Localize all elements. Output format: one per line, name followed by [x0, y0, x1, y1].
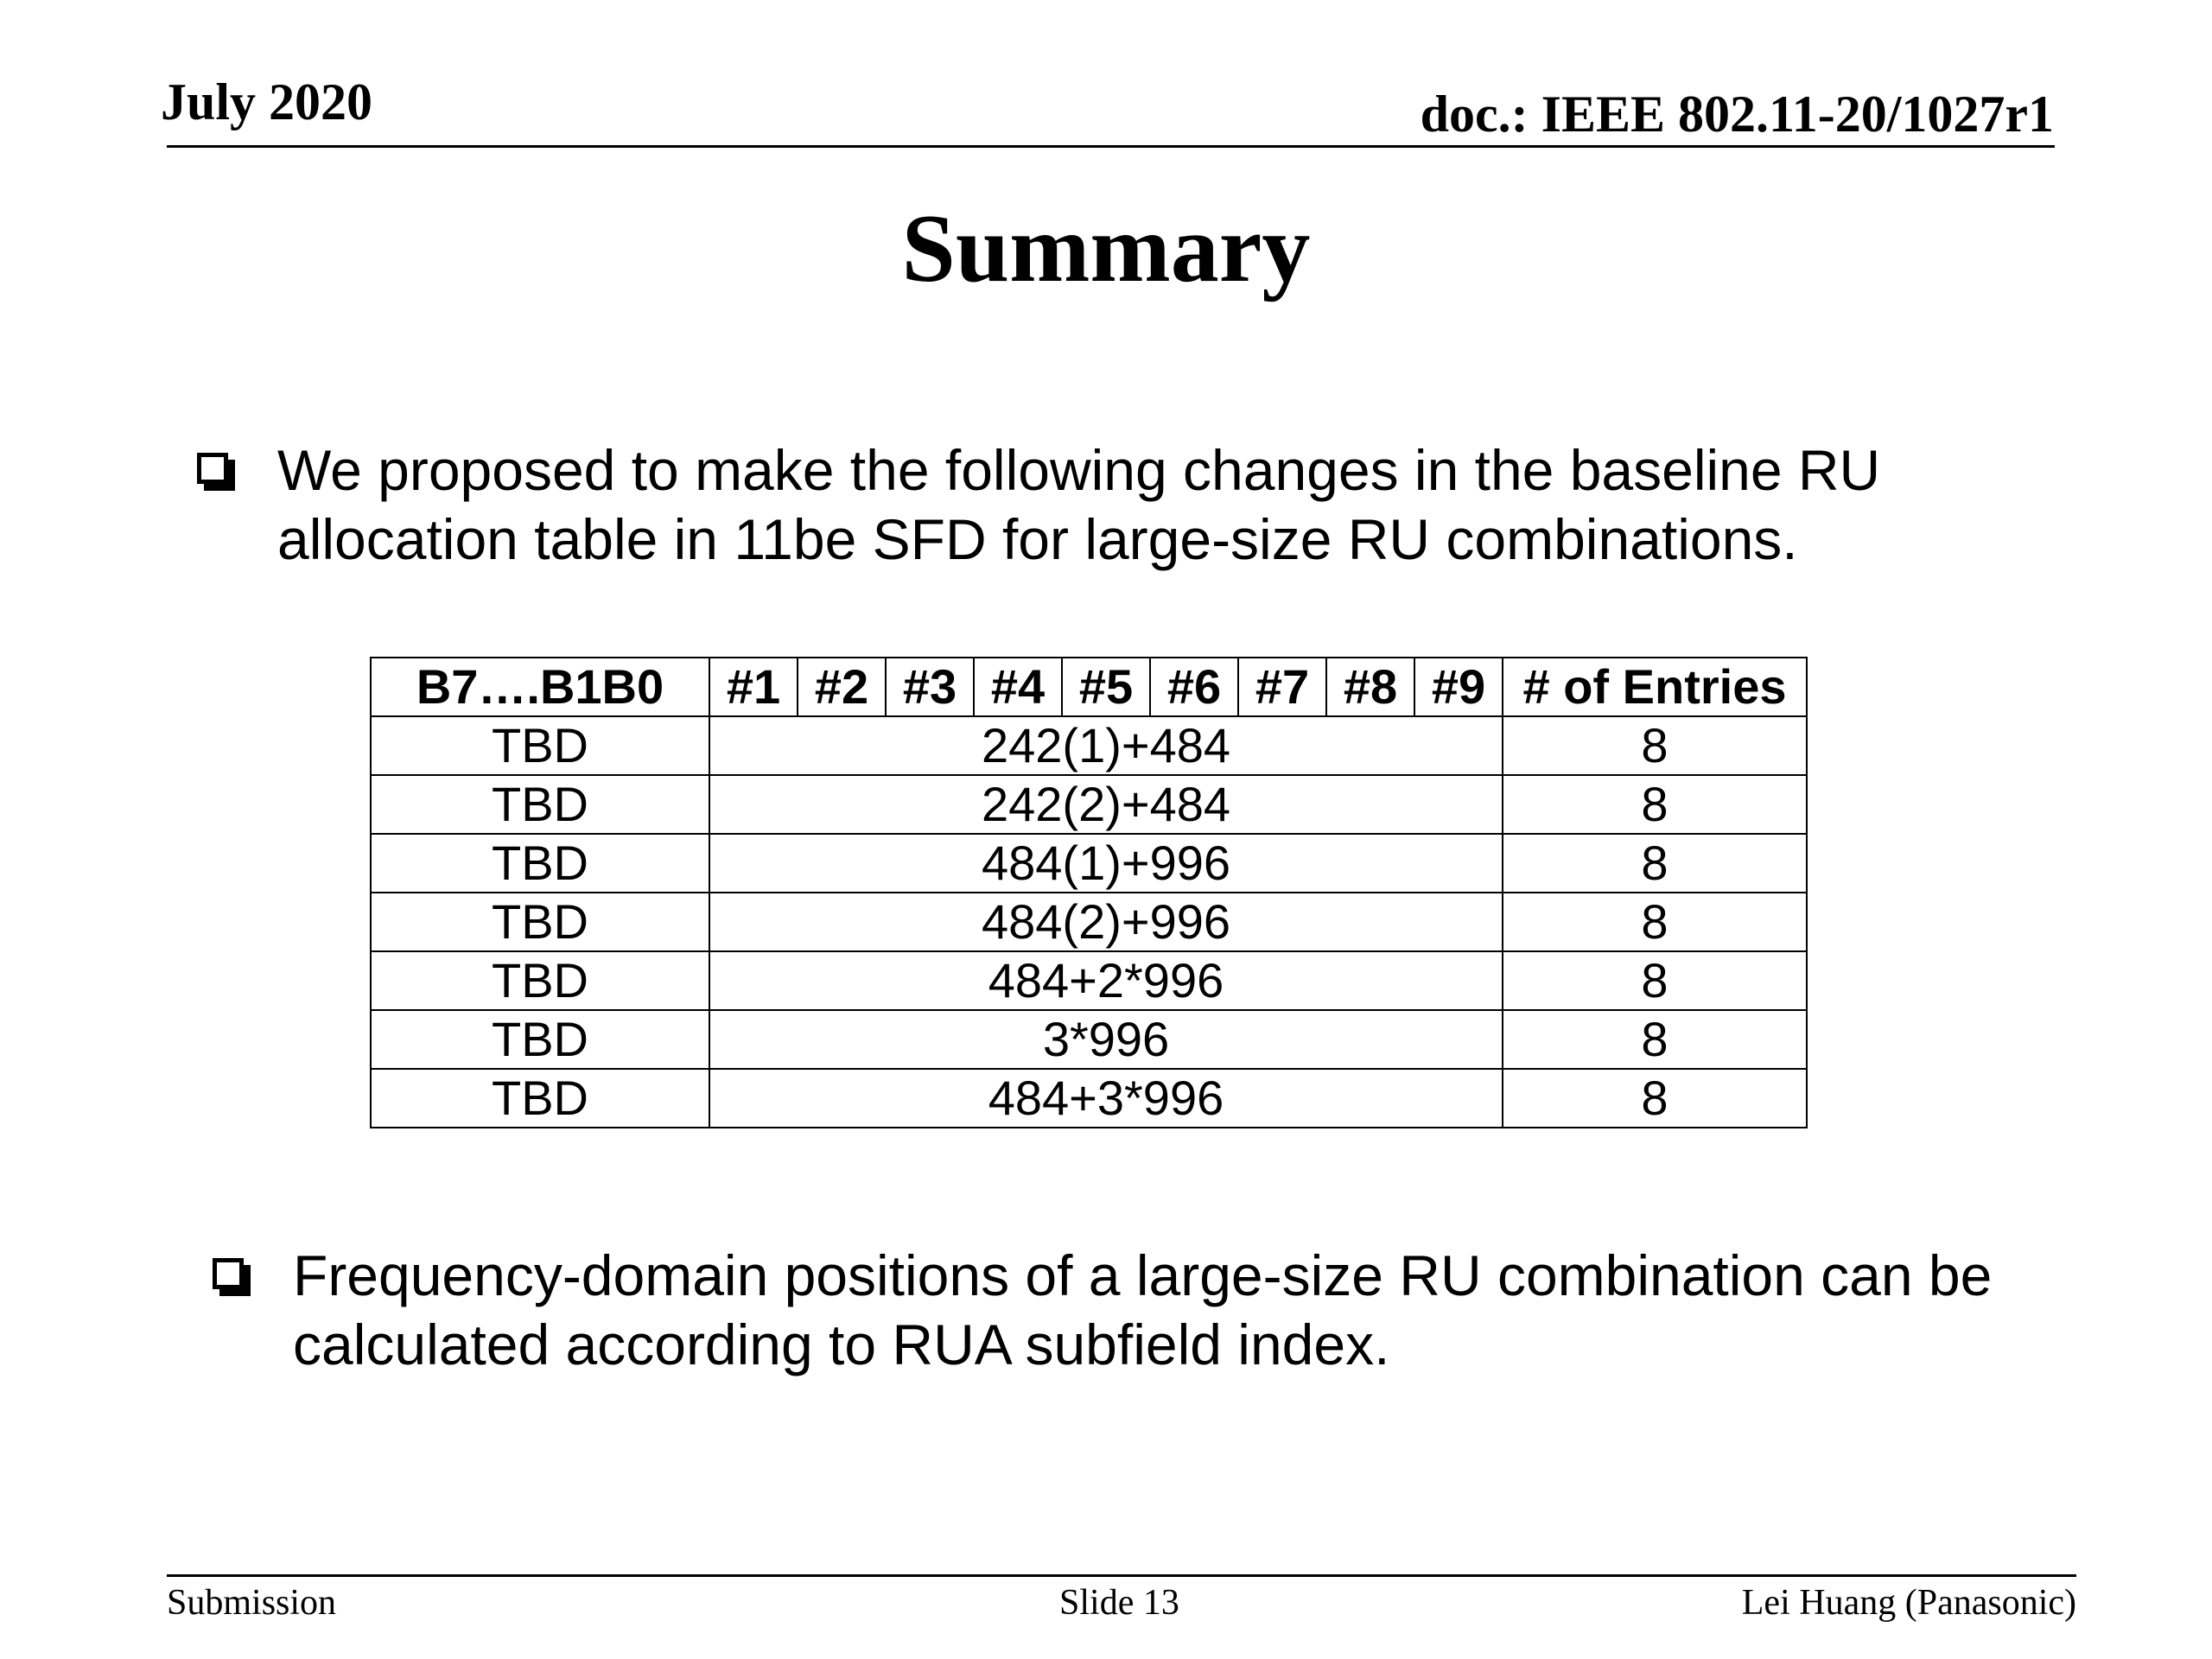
header-divider [167, 145, 2055, 148]
bullet-item [213, 1241, 2070, 1379]
table-row [371, 893, 1807, 951]
table-cell-entries: 8 [1503, 775, 1807, 834]
bullet-text: We proposed to make the following changes in the baseline RU allocation table in 11be SFD for large-size RU combinations. [277, 438, 1881, 571]
table-cell-bits: TBD [371, 1069, 709, 1128]
table-cell-bits: TBD [371, 834, 709, 893]
checkbox-bullet-icon [197, 453, 228, 484]
slide-title: Summary [901, 195, 1311, 302]
table-cell-ru: 484(2)+996 [709, 893, 1503, 951]
table-cell-bits: TBD [371, 1010, 709, 1069]
table-header-cell: #4 [974, 658, 1062, 716]
table-cell-entries: 8 [1503, 951, 1807, 1010]
bullet-text: Frequency-domain positions of a large-size RU combination can be calculated according to RUA subfield index. [293, 1243, 1993, 1376]
checkbox-bullet-icon [213, 1258, 244, 1289]
table-row [371, 1010, 1807, 1069]
footer-author: Lei Huang (Panasonic) [1741, 1583, 2076, 1623]
table-header-cell: #9 [1414, 658, 1503, 716]
table-cell-entries: 8 [1503, 893, 1807, 951]
table-header-cell: #1 [709, 658, 798, 716]
table-row [371, 834, 1807, 893]
table-cell-ru: 484+2*996 [709, 951, 1503, 1010]
table-header-row [371, 658, 1807, 716]
table-cell-bits: TBD [371, 951, 709, 1010]
footer-divider [167, 1574, 2076, 1577]
table-cell-bits: TBD [371, 775, 709, 834]
table-header-cell: #6 [1150, 658, 1238, 716]
table-cell-bits: TBD [371, 716, 709, 775]
table-cell-entries: 8 [1503, 1010, 1807, 1069]
footer-submission: Submission [167, 1583, 337, 1623]
table-header-cell: #5 [1062, 658, 1150, 716]
table-cell-bits: TBD [371, 893, 709, 951]
table-cell-ru: 3*996 [709, 1010, 1503, 1069]
table-header-cell: B7….B1B0 [371, 658, 709, 716]
table-header-cell: #8 [1326, 658, 1414, 716]
table-header-cell: #3 [886, 658, 974, 716]
table-cell-entries: 8 [1503, 834, 1807, 893]
table-header-cell: # of Entries [1503, 658, 1807, 716]
bullet-item [197, 435, 2063, 574]
header-date: July 2020 [161, 73, 373, 130]
table-cell-ru: 484(1)+996 [709, 834, 1503, 893]
table-header-cell: #2 [798, 658, 886, 716]
header-doc-id: doc.: IEEE 802.11-20/1027r1 [1420, 86, 2054, 143]
footer-slide-number: Slide 13 [1059, 1583, 1179, 1623]
table-row [371, 951, 1807, 1010]
table-cell-ru: 484+3*996 [709, 1069, 1503, 1128]
table-cell-ru: 242(1)+484 [709, 716, 1503, 775]
table-cell-entries: 8 [1503, 1069, 1807, 1128]
table-cell-ru: 242(2)+484 [709, 775, 1503, 834]
table-row [371, 775, 1807, 834]
table-header-cell: #7 [1238, 658, 1326, 716]
table-cell-entries: 8 [1503, 716, 1807, 775]
table-row [371, 1069, 1807, 1128]
ru-allocation-table [370, 657, 1808, 1128]
table-row [371, 716, 1807, 775]
